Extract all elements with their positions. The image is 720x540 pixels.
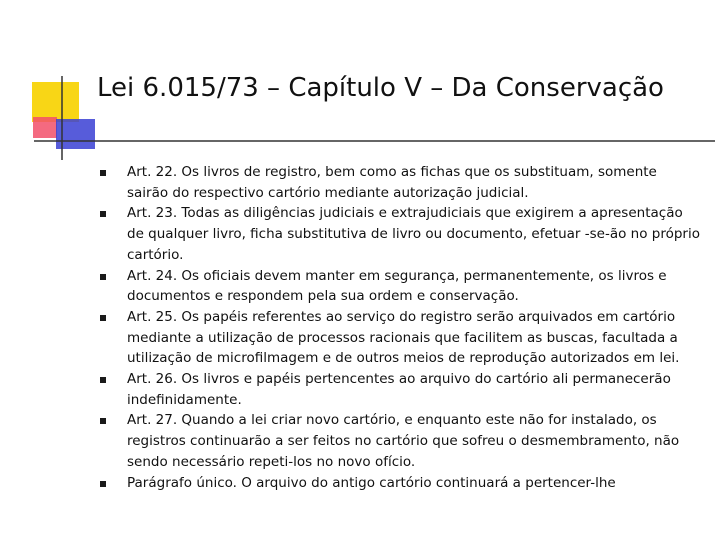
- bullet-text: Art. 22. Os livros de registro, bem como as fichas que os substituam, somente sairão do respectivo cartório mediante autorização judicial.: [127, 164, 657, 201]
- bullet-item-art-26: [100, 369, 700, 410]
- square-bullet-icon: [100, 274, 106, 280]
- bullet-item-art-23: [100, 203, 700, 265]
- bullet-list: [100, 162, 700, 493]
- slide-title: Lei 6.015/73 – Capítulo V – Da Conservação: [97, 73, 664, 103]
- square-bullet-icon: [100, 170, 106, 176]
- bullet-item-paragrafo-unico: [100, 473, 700, 494]
- bullet-item-art-24: [100, 266, 700, 307]
- logo-yellow-square: [32, 82, 79, 122]
- square-bullet-icon: [100, 211, 106, 217]
- logo-red-square: [33, 117, 57, 138]
- bullet-text: Art. 26. Os livros e papéis pertencentes ao arquivo do cartório ali permanecerão indefinidamente.: [127, 371, 671, 408]
- square-bullet-icon: [100, 481, 106, 487]
- bullet-text: Art. 24. Os oficiais devem manter em segurança, permanentemente, os livros e documentos e respondem pela sua ordem e conservação.: [127, 267, 667, 305]
- bullet-item-art-27: [100, 410, 700, 472]
- bullet-text: Art. 23. Todas as diligências judiciais e extrajudiciais que exigirem a apresentação de qualquer livro, ficha substitutiva de livro ou documento, efetuar -se-ão no próprio cartório.: [127, 205, 700, 263]
- bullet-text: Parágrafo único. O arquivo do antigo cartório continuará a pertencer-lhe: [127, 474, 616, 491]
- bullet-item-art-22: [100, 162, 700, 203]
- square-bullet-icon: [100, 315, 106, 321]
- bullet-text: Art. 25. Os papéis referentes ao serviço do registro serão arquivados em cartório mediante a utilização de processos racionais que facilitem as buscas, facultada a utilização de microfilmagem e de outros meios de reprodução autorizados em lei.: [127, 308, 680, 367]
- square-bullet-icon: [100, 377, 106, 383]
- square-bullet-icon: [100, 418, 106, 424]
- bullet-text: Art. 27. Quando a lei criar novo cartório, e enquanto este não for instalado, os registros continuarão a ser feitos no cartório que sofreu o desmembramento, não sendo necessário repeti-los no novo ofício.: [127, 412, 680, 470]
- bullet-item-art-25: [100, 307, 700, 369]
